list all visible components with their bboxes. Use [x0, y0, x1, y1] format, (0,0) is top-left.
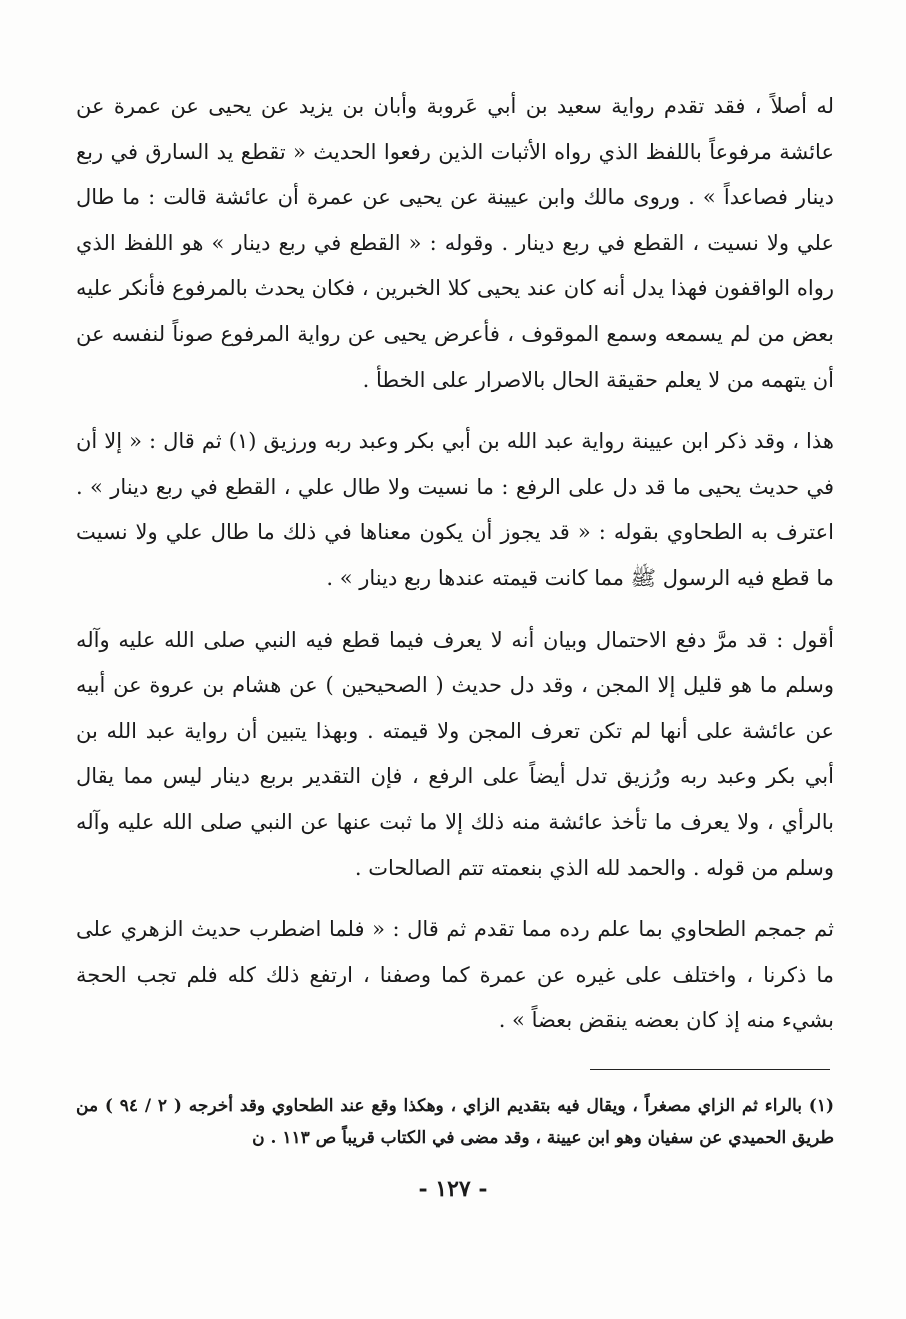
footnotes: [76, 1090, 834, 1154]
paragraph-2: هذا ، وقد ذكر ابن عيينة رواية عبد الله بن أبي بكر وعبد ربه ورزيق (١) ثم قال : « إلا أن في حديث يحيى ما قد دل على الرفع : ما نسيت ولا طال علي ، القطع في ربع دينار » . اعترف به الطحاوي بقوله : « قد يجوز أن يكون معناها في ذلك ما طال علي ولا نسيت ما قطع فيه الرسول ﷺ مما كانت قيمته عندها ربع دينار » .: [76, 429, 834, 590]
footnote-separator: [590, 1069, 830, 1070]
paragraph-3: أقول : قد مرَّ دفع الاحتمال وبيان أنه لا يعرف فيما قطع فيه النبي صلى الله عليه وآله وسلم ما هو قليل إلا المجن ، وقد دل حديث ( الصحيحين ) عن هشام بن عروة عن أبيه عن عائشة على أنها لم تكن تعرف المجن ولا قيمته . وبهذا يتبين أن رواية عبد الله بن أبي بكر وعبد ربه ورُزيق تدل أيضاً على الرفع ، فإن التقدير بربع دينار ليس مما يقال بالرأي ، ولا يعرف ما تأخذ عائشة منه ذلك إلا ما ثبت عنها عن النبي صلى الله عليه وآله وسلم من قوله . والحمد لله الذي بنعمته تتم الصالحات .: [76, 627, 834, 880]
page-number: - ١٢٧ -: [418, 1176, 488, 1202]
paragraph-1: له أصلاً ، فقد تقدم رواية سعيد بن أبي عَروبة وأبان بن يزيد عن يحيى عن عمرة عن عائشة مرفوعاً باللفظ الذي رواه الأثبات الذين رفعوا الحديث « تقطع يد السارق في ربع دينار فصاعداً » . وروى مالك وابن عيينة عن يحيى عن عمرة أن عائشة قالت : ما طال علي ولا نسيت ، القطع في ربع دينار . وقوله : « القطع في ربع دينار » هو اللفظ الذي رواه الواقفون فهذا يدل أنه كان عند يحيى كلا الخبرين ، فكان يحدث بالمرفوع فأنكر عليه بعض من لم يسمعه وسمع الموقوف ، فأعرض يحيى عن رواية المرفوع صوناً لنفسه عن أن يتهمه من لا يعلم حقيقة الحال بالاصرار على الخطأ .: [76, 94, 834, 392]
footnote-1: (١) بالراء ثم الزاي مصغراً ، ويقال فيه بتقديم الزاي ، وهكذا وقع عند الطحاوي وقد أخرجه ( ٢ / ٩٤ ) من طريق الحميدي عن سفيان وهو ابن عيينة ، وقد مضى في الكتاب قريباً ص ١١٣ . ن: [76, 1096, 835, 1148]
paragraph-4: ثم جمجم الطحاوي بما علم رده مما تقدم ثم قال : « فلما اضطرب حديث الزهري على ما ذكرنا ، واختلف على غيره عن عمرة كما وصفنا ، ارتفع ذلك كله فلم تجب الحجة بشيء منه إذ كان بعضه ينقض بعضاً » .: [76, 917, 834, 1033]
main-text: [76, 84, 834, 1044]
